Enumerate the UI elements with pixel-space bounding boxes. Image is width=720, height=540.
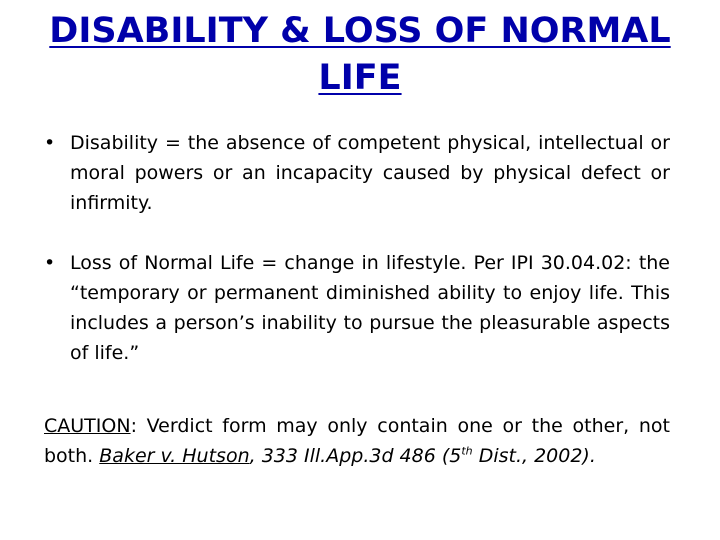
bullet-text: Disability = the absence of competent physical, intellectual or moral powers or an incapacity caused by physical defect or infirmity. <box>70 132 670 214</box>
caution-text: Verdict form may only contain one or the other, not both. <box>44 415 670 467</box>
title-line-2: LIFE <box>318 58 402 98</box>
case-citation-end: Dist., 2002). <box>472 445 596 467</box>
bullet-marker: • <box>44 132 56 154</box>
caution-label: CAUTION <box>44 415 131 437</box>
title-line-1: DISABILITY & LOSS OF NORMAL <box>49 11 671 51</box>
slide-title <box>30 8 690 102</box>
citation-ordinal: th <box>461 444 473 458</box>
caution-note <box>44 411 670 471</box>
case-citation: , 333 Ill.App.3d 486 (5 <box>249 445 462 467</box>
bullet-loss-of-normal-life <box>44 248 670 368</box>
bullet-marker: • <box>44 252 56 274</box>
bullet-disability <box>44 128 670 218</box>
case-name: Baker v. Hutson <box>99 445 250 467</box>
bullet-list <box>44 128 670 398</box>
bullet-text: Loss of Normal Life = change in lifestyle. Per IPI 30.04.02: the “temporary or permanent diminished ability to enjoy life. This includes a person’s inability to pursue the pleasurable aspects of life.” <box>70 252 670 364</box>
caution-colon: : <box>130 415 137 437</box>
